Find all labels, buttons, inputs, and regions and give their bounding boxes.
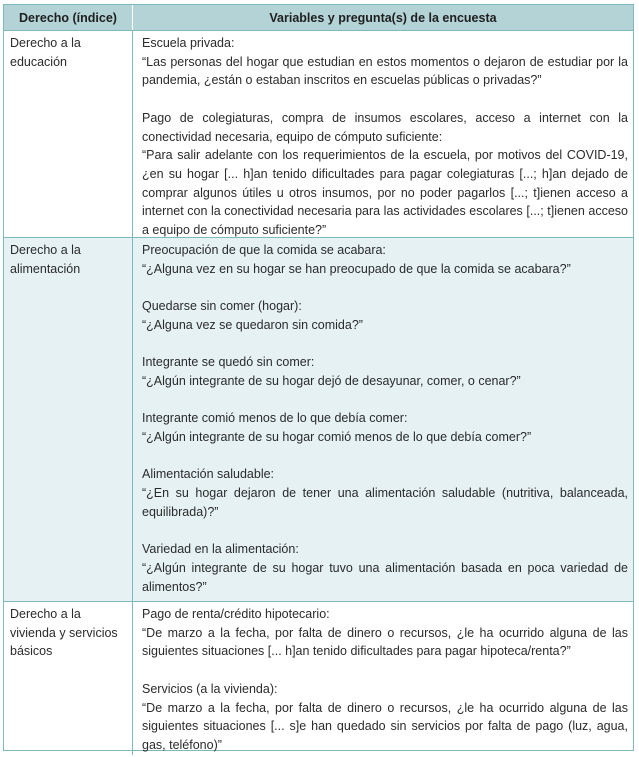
row-label-alimentacion: Derecho a la alimentación xyxy=(4,237,133,601)
survey-variables-table xyxy=(3,4,634,751)
row-content-vivienda xyxy=(133,601,633,755)
survey-question: “Para salir adelante con los requerimientos de la escuela, por motivos del COVID-19, ¿en su hogar [... h]an tenido dificultades para pagar colegiaturas [...; h]an dejado de comprar algunos útiles u otros insumos, por no poder pagarlos [...; t]ienen acceso a internet con la conectividad necesaria para las actividades escolares [...; t]ienen acceso a equipo de cómputo suficiente?” xyxy=(142,148,628,238)
survey-question: “¿Alguna vez en su hogar se han preocupado de que la comida se acabara?” xyxy=(142,261,571,276)
survey-question: “¿Algún integrante de su hogar tuvo una alimentación basada en poca variedad de alimentos?” xyxy=(142,560,628,594)
variable-name: Servicios (a la vivienda): xyxy=(142,681,278,696)
variable-name: Integrante se quedó sin comer: xyxy=(142,355,315,370)
variable-name: Pago de colegiaturas, compra de insumos escolares, acceso a internet con la conectividad necesaria, equipo de cómputo suficiente: xyxy=(142,110,628,144)
variable-item xyxy=(142,605,628,661)
row-content-educacion xyxy=(133,30,633,237)
variable-item xyxy=(142,109,628,240)
variable-item xyxy=(142,297,628,334)
row-content-alimentacion xyxy=(133,237,633,601)
survey-question: “¿En su hogar dejaron de tener una alimentación saludable (nutritiva, balanceada, equilibrada)?” xyxy=(142,486,628,519)
variable-item xyxy=(142,465,628,521)
variable-item xyxy=(142,680,628,755)
variable-name: Pago de renta/crédito hipotecario: xyxy=(142,607,330,621)
row-label-educacion: Derecho a la educación xyxy=(4,30,133,237)
header-derecho: Derecho (índice) xyxy=(4,5,133,30)
row-label-vivienda: Derecho a la vivienda y servicios básicos xyxy=(4,601,133,755)
variable-name: Variedad en la alimentación: xyxy=(142,542,299,557)
survey-question: “De marzo a la fecha, por falta de dinero o recursos, ¿le ha ocurrido alguna de las siguientes situaciones [... h]an tenido dificultades para pagar hipoteca/renta?” xyxy=(142,625,628,659)
variable-name: Integrante comió menos de lo que debía comer: xyxy=(142,411,408,426)
survey-question: “Las personas del hogar que estudian en estos momentos o dejaron de estudiar por la pandemia, ¿están o estaban inscritos en escuelas públicas o privadas?” xyxy=(142,54,628,88)
survey-question: “De marzo a la fecha, por falta de dinero o recursos, ¿le ha ocurrido alguna de las siguientes situaciones [... s]e han quedado sin servicios por falta de pago (luz, agua, gas, teléfono)” xyxy=(142,700,628,752)
variable-item xyxy=(142,34,628,90)
survey-question: “¿Algún integrante de su hogar comió menos de lo que debía comer?” xyxy=(142,429,532,444)
variable-item xyxy=(142,241,628,278)
variable-item xyxy=(142,540,628,596)
variable-name: Alimentación saludable: xyxy=(142,467,275,482)
survey-question: “¿Alguna vez se quedaron sin comida?” xyxy=(142,317,363,332)
survey-question: “¿Algún integrante de su hogar dejó de desayunar, comer, o cenar?” xyxy=(142,373,521,388)
variable-name: Escuela privada: xyxy=(142,36,235,50)
variable-name: Preocupación de que la comida se acabara: xyxy=(142,243,386,257)
header-variables: Variables y pregunta(s) de la encuesta xyxy=(133,5,633,30)
variable-name: Quedarse sin comer (hogar): xyxy=(142,299,302,314)
variable-item xyxy=(142,353,628,390)
variable-item xyxy=(142,409,628,446)
